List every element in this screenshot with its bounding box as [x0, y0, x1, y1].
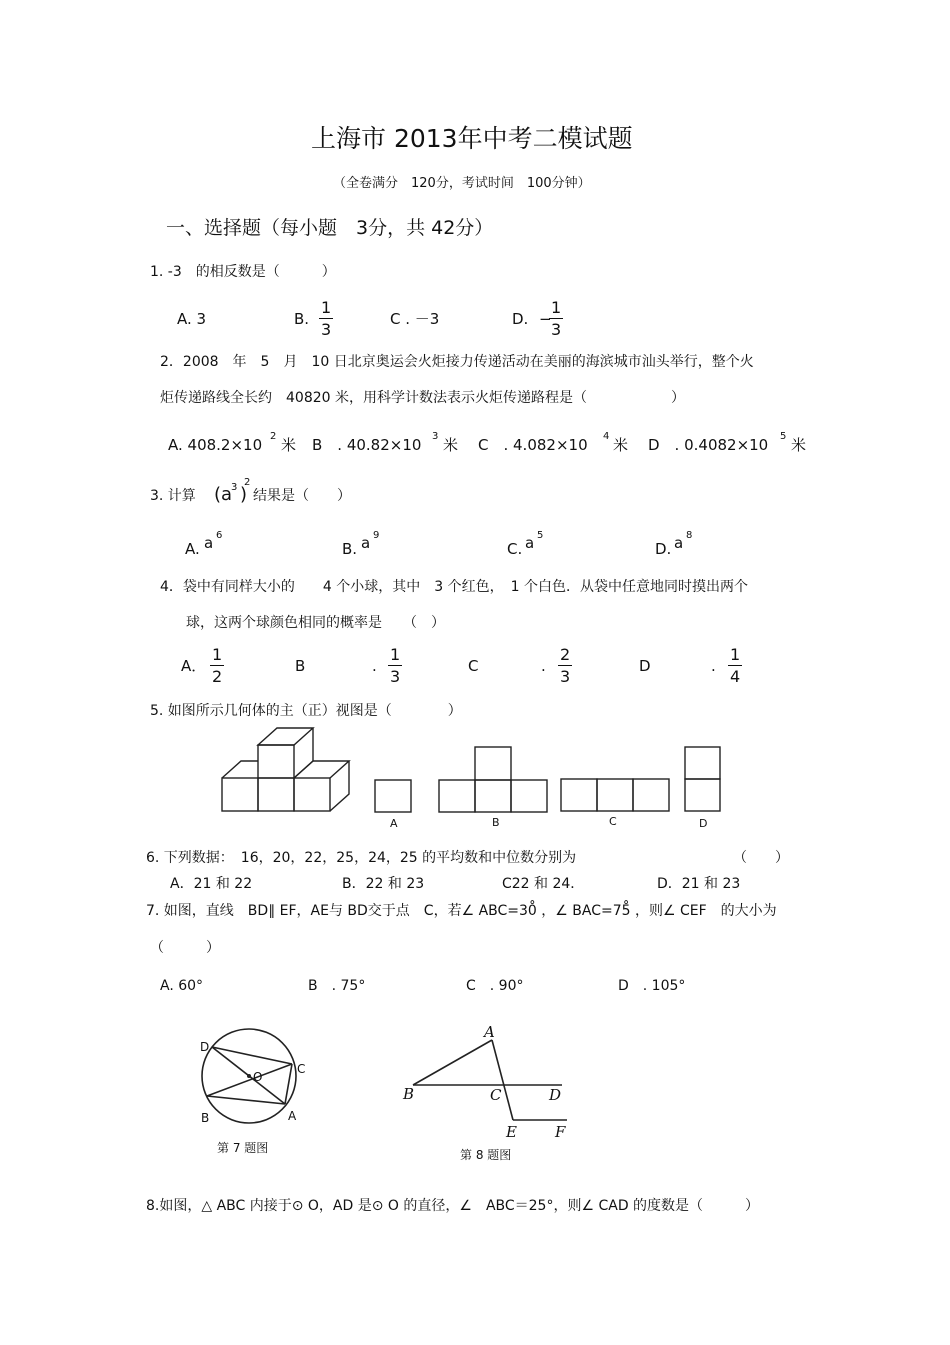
- question-4-line-2: 球，这两个球颜色相同的概率是 （ ）: [186, 615, 445, 631]
- denominator: 3: [560, 667, 571, 686]
- fig7-label-c: C: [297, 1062, 306, 1076]
- question-7-line-2: （ ）: [150, 940, 220, 956]
- fig8-label-e: E: [506, 1123, 517, 1141]
- fig8-label-d: D: [549, 1086, 562, 1104]
- q1-option-c: C . －3: [390, 310, 440, 328]
- q4-option-a-label: A．: [181, 657, 207, 675]
- q1-option-a: A. 3: [177, 310, 207, 328]
- q2-option-d: D . 0.4082×10: [648, 436, 769, 454]
- q2-option-b: B . 40.82×10: [312, 436, 422, 454]
- question-2-line-1: 2．2008 年 5 月 10 日北京奥运会火炬接力传递活动在美丽的海滨城市汕头举行，整个火: [160, 354, 754, 370]
- q1-option-d-label: D.: [512, 310, 529, 328]
- q4-option-d-label: D: [639, 657, 651, 675]
- fig7-label-o: O: [253, 1070, 263, 1084]
- q2-option-c: C . 4.082×10: [478, 436, 588, 454]
- line-ba: [413, 1040, 492, 1085]
- denominator: 3: [321, 320, 332, 339]
- question-3-stem-pre: 3. 计算: [150, 488, 196, 504]
- q4-option-b-dot: .: [372, 657, 377, 675]
- fig8-label-c: C: [490, 1086, 502, 1104]
- q4-option-c-dot: .: [541, 657, 546, 675]
- question-2-line-2: 炬传递路线全长约 40820 米，用科学计数法表示火炬传递路程是（ ）: [160, 390, 685, 406]
- q6-option-c: C22 和 24．: [502, 876, 585, 892]
- fig8-label-a: A: [484, 1023, 495, 1041]
- q4-option-b-label: B: [295, 657, 306, 675]
- q3-outer-exponent: 2: [244, 477, 251, 488]
- q5-label-c: C: [609, 815, 617, 828]
- q3-option-d-base: a: [674, 534, 684, 552]
- line-ae: [492, 1040, 513, 1120]
- question-1-stem: 1. -3 的相反数是（ ）: [150, 264, 336, 280]
- question-4-line-1: 4．袋中有同样大小的 4 个小球，其中 3 个红色， 1 个白色．从袋中任意地同时摸出两个: [160, 579, 748, 595]
- q2-option-a-exponent: 2: [270, 431, 277, 442]
- q1-option-b-label: B.: [294, 310, 310, 328]
- q3-option-c-base: a: [525, 534, 535, 552]
- q2-option-b-unit: 米: [443, 436, 459, 454]
- denominator: 3: [390, 667, 401, 686]
- fig8-label-f: F: [555, 1123, 566, 1141]
- q3-option-c-label: C.: [507, 540, 523, 558]
- section-heading: 一、选择题（每小题 3分，共 42分）: [166, 217, 494, 239]
- denominator: 4: [730, 667, 741, 686]
- q7-option-c: C . 90°: [466, 978, 524, 994]
- exam-info: （全卷满分 120分，考试时间 100分钟）: [333, 176, 591, 191]
- fig7-label-a: A: [288, 1109, 297, 1123]
- question-5-stem: 5. 如图所示几何体的主（正）视图是（ ）: [150, 703, 462, 719]
- q5-label-a: A: [390, 817, 398, 830]
- q2-option-b-exponent: 3: [432, 431, 439, 442]
- q3-inner-exponent: 3: [231, 482, 238, 493]
- q3-option-d-exponent: 8: [686, 530, 693, 541]
- q1-option-d-sign: −: [539, 310, 552, 328]
- numerator: 2: [560, 645, 571, 664]
- fig8-caption: 第 8 题图: [460, 1148, 512, 1162]
- question-3-stem-post: 结果是（ ）: [253, 488, 351, 504]
- q3-option-b-label: B.: [342, 540, 358, 558]
- fig7-label-b: B: [201, 1111, 210, 1125]
- page-title: 上海市 2013年中考二模试题: [311, 124, 633, 153]
- q4-option-d-dot: .: [711, 657, 716, 675]
- numerator: 1: [321, 298, 332, 317]
- question-8-stem: 8.如图，△ ABC 内接于⊙ O，AD 是⊙ O 的直径，∠ ABC＝25°，则∠ CAD 的度数是（ ）: [146, 1198, 760, 1214]
- q2-option-d-exponent: 5: [780, 431, 787, 442]
- q3-option-a-base: a: [204, 534, 214, 552]
- q2-option-c-exponent: 4: [603, 431, 610, 442]
- fig7-label-d: D: [200, 1040, 210, 1054]
- q6-option-a: A．21 和 22: [170, 876, 253, 892]
- numerator: 1: [551, 298, 562, 317]
- q2-option-d-unit: 米: [791, 436, 807, 454]
- numerator: 1: [730, 645, 741, 664]
- q3-option-b-exponent: 9: [373, 530, 380, 541]
- q3-option-c-exponent: 5: [537, 530, 544, 541]
- q3-option-a-label: A.: [185, 540, 200, 558]
- question-7-line-1: 7. 如图，直线 BD∥ EF，AE与 BD交于点 C，若∠ ABC=30̊ ，∠ BAC=75̊ ，则∠ CEF 的大小为: [146, 903, 777, 919]
- question-6-paren: （ ）: [733, 850, 789, 866]
- denominator: 3: [551, 320, 562, 339]
- q7-option-a: A. 60°: [160, 978, 204, 994]
- q6-option-d: D．21 和 23: [657, 876, 741, 892]
- q6-option-b: B．22 和 23: [342, 876, 425, 892]
- q3-expression-open: (a: [214, 484, 233, 505]
- q7-option-d: D . 105°: [618, 978, 686, 994]
- numerator: 1: [212, 645, 223, 664]
- q2-option-c-unit: 米: [613, 436, 629, 454]
- q7-option-b: B . 75°: [308, 978, 366, 994]
- numerator: 1: [390, 645, 401, 664]
- q3-option-b-base: a: [361, 534, 371, 552]
- q5-label-b: B: [492, 816, 500, 829]
- fig7-caption: 第 7 题图: [217, 1141, 269, 1155]
- fig8-label-b: B: [403, 1085, 415, 1103]
- denominator: 2: [212, 667, 223, 686]
- q2-option-a: A. 408.2×10: [168, 436, 263, 454]
- q3-option-d-label: D.: [655, 540, 672, 558]
- q3-expression-close: ): [240, 484, 248, 505]
- question-6-stem: 6. 下列数据： 16，20，22，25，24，25 的平均数和中位数分别为: [146, 850, 577, 866]
- q3-option-a-exponent: 6: [216, 530, 223, 541]
- q2-option-a-unit: 米: [281, 436, 297, 454]
- q4-option-c-label: C: [468, 657, 479, 675]
- q5-label-d: D: [699, 817, 708, 830]
